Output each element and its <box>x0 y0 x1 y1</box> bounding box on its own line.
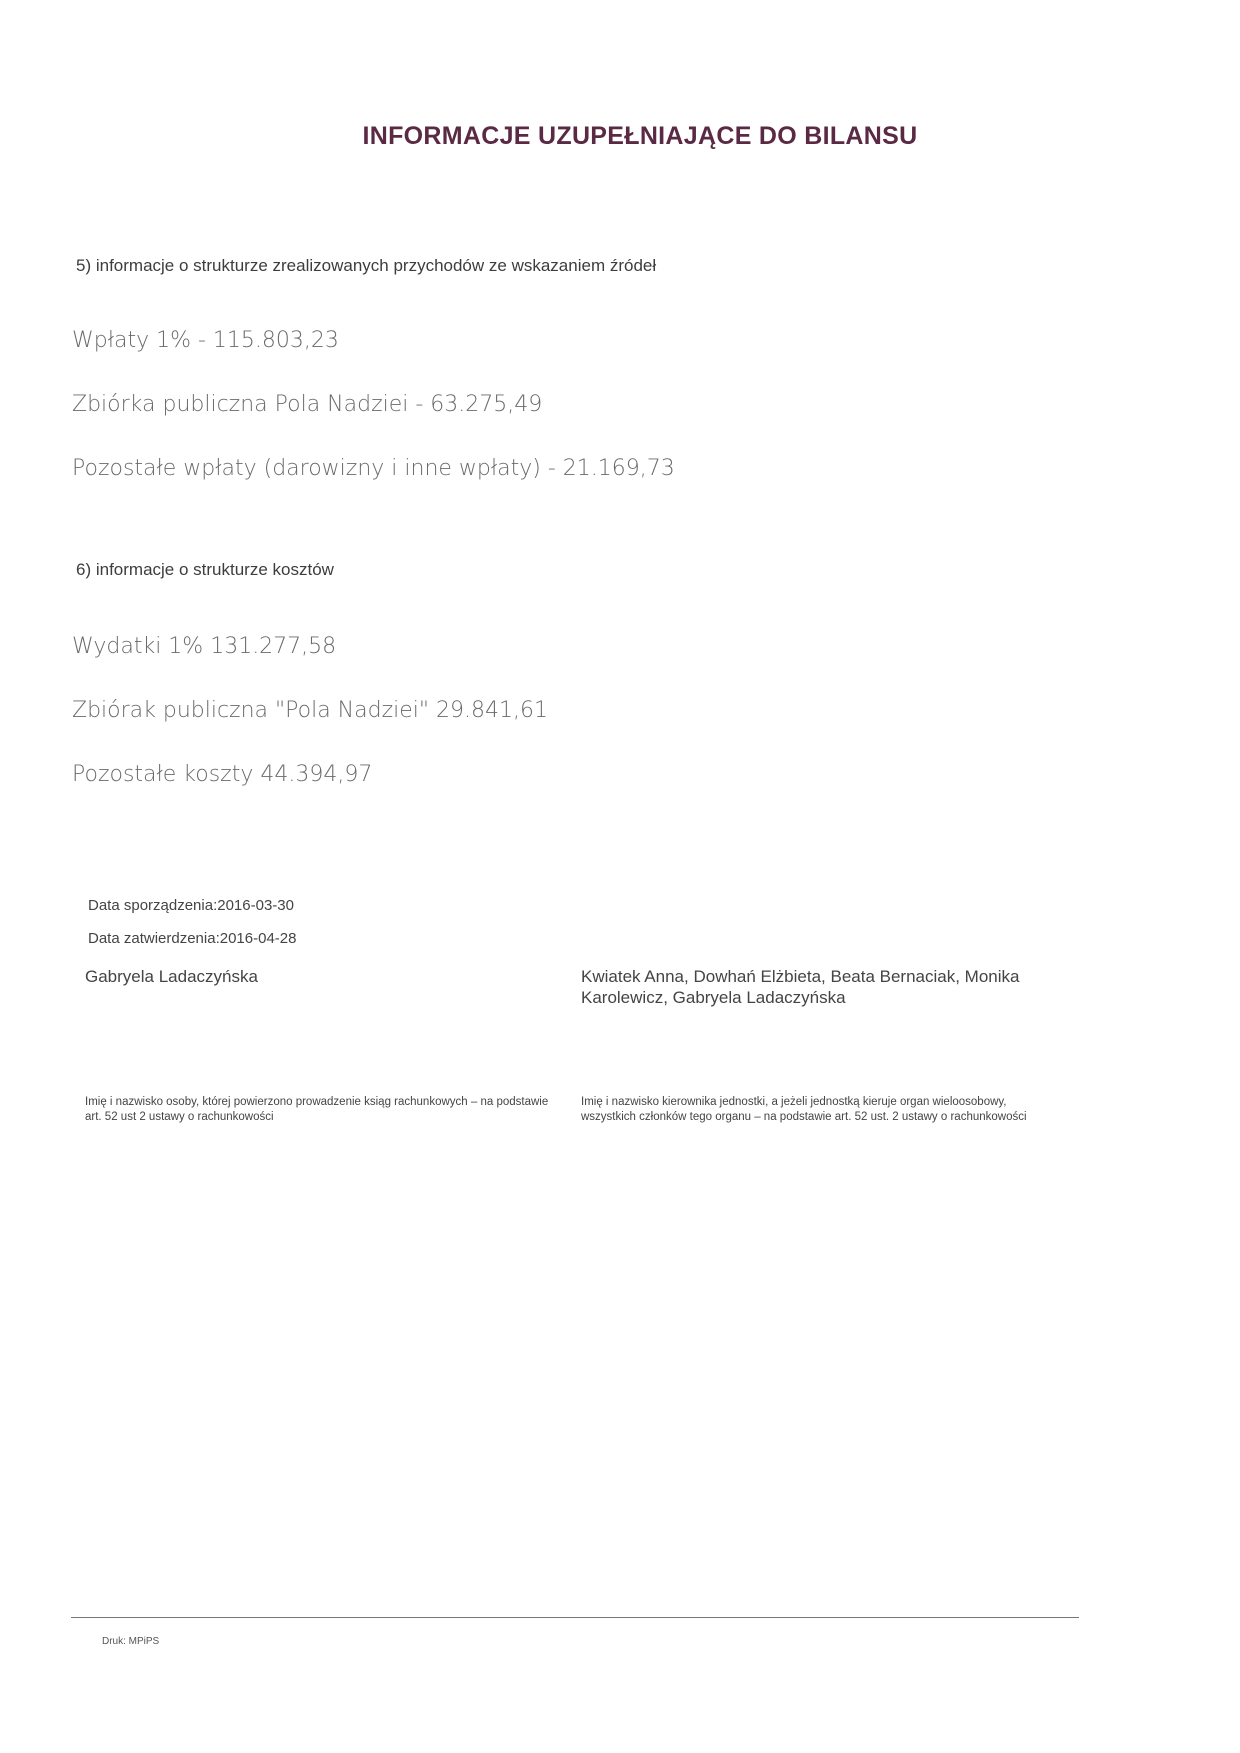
management-names-line-1: Kwiatek Anna, Dowhań Elżbieta, Beata Bernaciak, Monika <box>581 967 1020 986</box>
revenue-heading: 5) informacje o strukturze zrealizowanych przychodów ze wskazaniem źródeł <box>76 256 657 275</box>
approved-date: Data zatwierdzenia:2016-04-28 <box>88 930 297 947</box>
accountant-caption: Imię i nazwisko osoby, której powierzono prowadzenie ksiąg rachunkowych – na podstawie art. 52 ust 2 ustawy o rachunkowości <box>85 1096 549 1123</box>
revenue-item-1: Wpłaty 1% - 115.803,23 <box>72 328 339 353</box>
costs-heading: 6) informacje o strukturze kosztów <box>76 560 334 579</box>
footer-print-label: Druk: MPiPS <box>102 1636 160 1647</box>
cost-item-1: Wydatki 1% 131.277,58 <box>72 634 337 659</box>
footer-divider <box>71 1617 1079 1618</box>
revenue-item-2: Zbiórka publiczna Pola Nadziei - 63.275,49 <box>72 392 543 417</box>
cost-item-3: Pozostałe koszty 44.394,97 <box>72 762 373 787</box>
accountant-name: Gabryela Ladaczyńska <box>85 967 258 986</box>
cost-item-2: Zbiórak publiczna "Pola Nadziei" 29.841,61 <box>72 698 548 723</box>
prepared-date: Data sporządzenia:2016-03-30 <box>88 897 294 914</box>
document-title: INFORMACJE UZUPEŁNIAJĄCE DO BILANSU <box>362 122 918 150</box>
management-caption: Imię i nazwisko kierownika jednostki, a jeżeli jednostką kieruje organ wieloosobowy, wszystkich członków tego organu – na podstawie art. 52 ust. 2 ustawy o rachunkowości <box>581 1096 1027 1123</box>
revenue-item-3: Pozostałe wpłaty (darowizny i inne wpłaty) - 21.169,73 <box>72 456 675 481</box>
management-names-line-2: Karolewicz, Gabryela Ladaczyńska <box>581 988 846 1007</box>
